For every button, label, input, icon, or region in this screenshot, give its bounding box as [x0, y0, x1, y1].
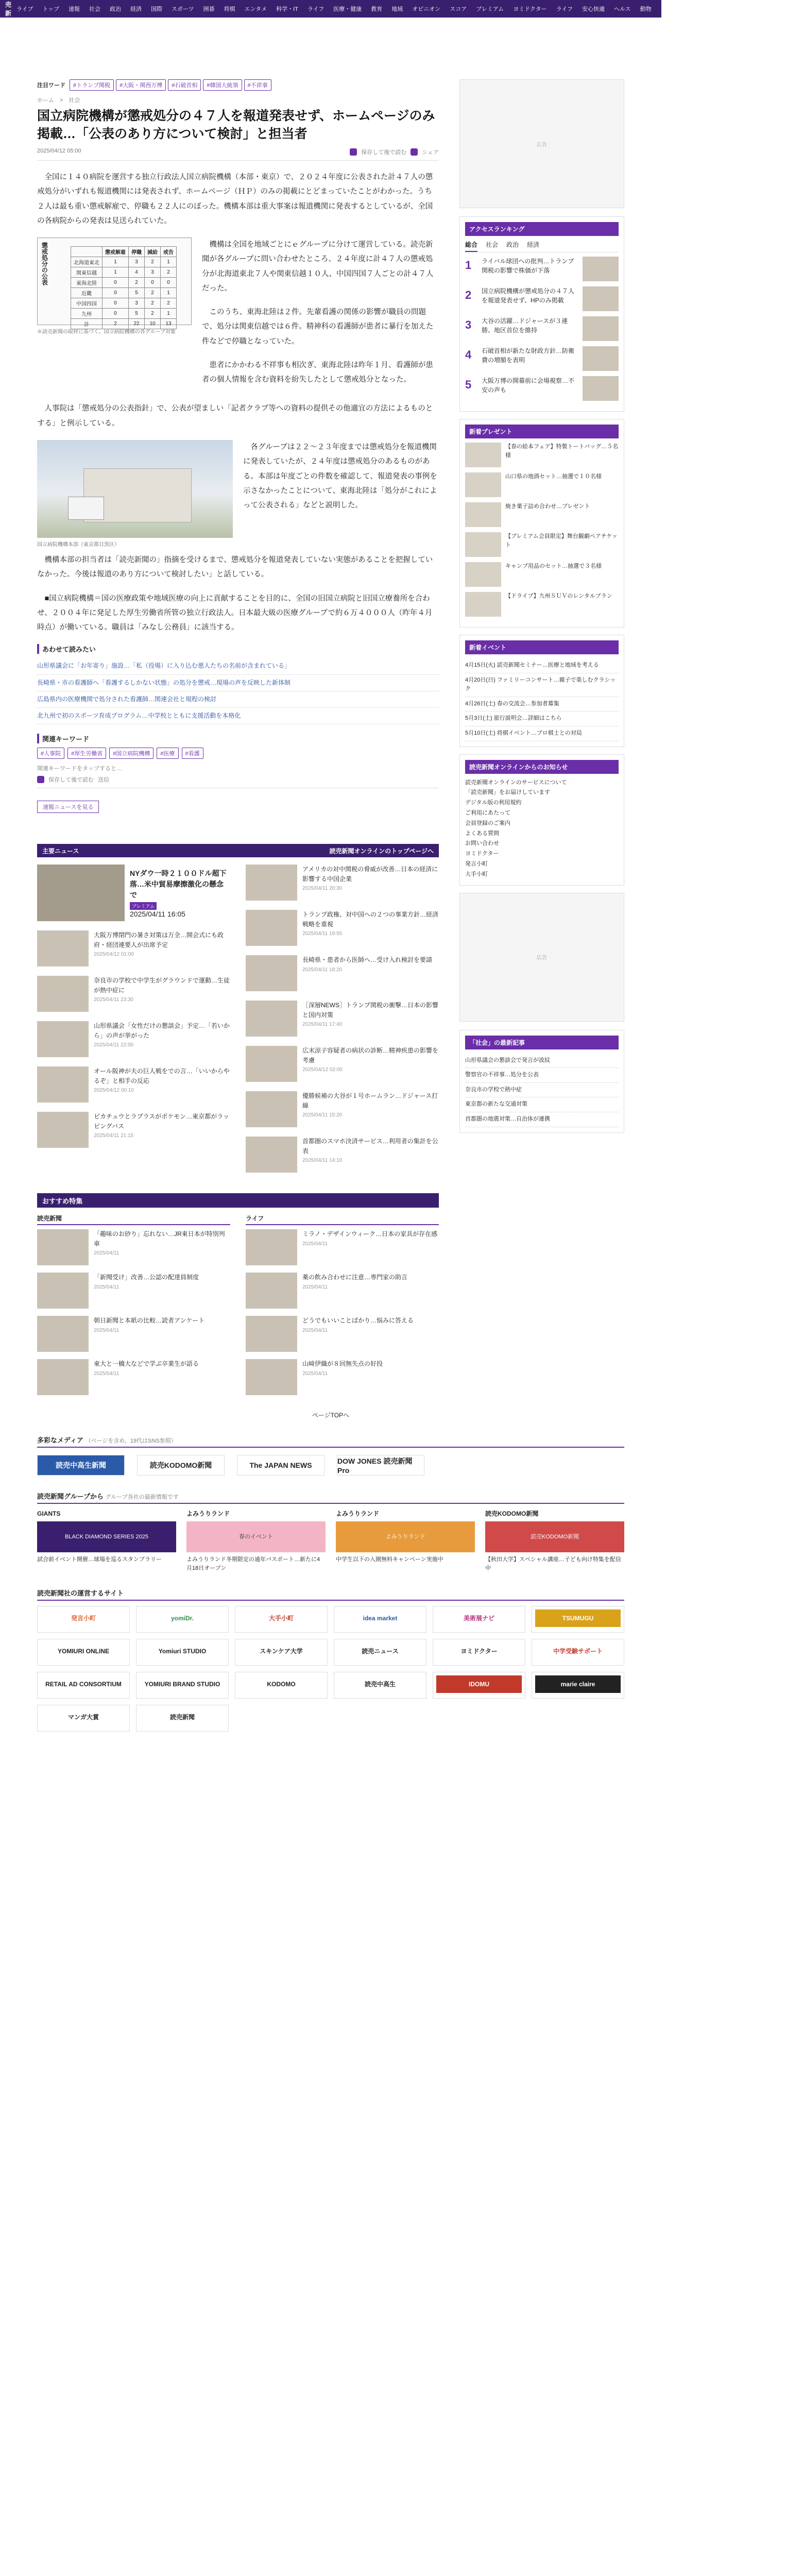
- nav-item[interactable]: 速報: [69, 6, 80, 12]
- photo-row: [37, 440, 439, 548]
- article-title: 国立病院機構が懲戒処分の４７人を報道発表せず、ホームページのみ掲載…「公表のあり方について検討」と担当者: [37, 109, 435, 141]
- top-page-link[interactable]: 読売新聞オンラインのトップページへ: [329, 847, 434, 855]
- latest-heading: 「社会」の最新記事: [465, 1036, 619, 1049]
- news-title[interactable]: 山形県議会「女性だけの懇談会」予定…「若いから」の声が挙がった: [94, 1022, 230, 1039]
- nav-item[interactable]: 政治: [110, 6, 122, 12]
- article-paragraph: 各グループは２２～２３年度までは懲戒処分を報道機関に発表していたが、２４年度は懲戒処分のあるものがある。本部は年度ごとの件数を確認して、報道発表の事例を示さなかったことについて、東海北陸は「処分がこれによって公表される」などと説明した。: [243, 443, 437, 510]
- article-actions-bottom: [37, 775, 439, 788]
- ranking-item[interactable]: [465, 376, 619, 401]
- news-date: 2025/04/11 15:20: [302, 1112, 343, 1118]
- event-item[interactable]: 4月15日(火) 読売新聞セミナー…医療と地域を考える: [465, 658, 619, 673]
- keywords-heading: 関連キーワード: [37, 734, 439, 743]
- gift-thumbnail[interactable]: [465, 592, 501, 617]
- recommend-title[interactable]: 東大と一橋大などで学ぶ卒業生が語る: [94, 1360, 199, 1368]
- chart-title: 懲戒処分の公表: [41, 242, 48, 286]
- nav-item[interactable]: 教育: [371, 6, 383, 12]
- news-thumbnail[interactable]: [246, 1046, 297, 1082]
- event-item[interactable]: 5月3日(土) 旅行説明会…詳細はこちら: [465, 711, 619, 726]
- recommend-grid: [37, 1214, 439, 1395]
- news-item[interactable]: [37, 1066, 230, 1103]
- gift-thumbnail[interactable]: [465, 472, 501, 497]
- related-link[interactable]: 長崎県・市の看護師へ「看護するしかない状態」の処分を懲戒…現場の声を反映した新体制: [37, 675, 439, 691]
- nav-item[interactable]: 国際: [151, 6, 163, 12]
- event-heading: 新着イベント: [465, 640, 619, 654]
- nav-item[interactable]: スコア: [450, 6, 467, 12]
- save-later-link[interactable]: 保存して後で読む: [48, 777, 94, 784]
- recommend-thumbnail[interactable]: [246, 1359, 297, 1395]
- gift-item[interactable]: キャンプ用品のセット…抽選で３名様: [465, 562, 619, 587]
- sidebar-ad[interactable]: 広告: [459, 79, 624, 208]
- group-image[interactable]: BLACK DIAMOND SERIES 2025: [37, 1521, 176, 1552]
- news-thumbnail[interactable]: [37, 1112, 89, 1148]
- article-paragraph: 全国に１４０病院を運営する独立行政法人国立病院機構（本部・東京）で、２０２４年度に公表された計４７人の懲戒処分がいずれも報道機関には発表されず、ホームページ（ＨＰ）のみの掲載にとどまっていたことがわかった。うち２人は最も重い懲戒解雇で、停職も２２人にのぼった。機構本部は重大事案は報道機関に発表するとしているが、全国の各病院からの発表は見送られていた。: [37, 173, 433, 225]
- bookmark-icon[interactable]: [37, 776, 44, 783]
- article-paragraph: ■国立病院機構＝国の医療政策や地域医療の向上に貢献することを目的に、全国の旧国立病院と旧国立療養所を合わせ、２００４年に発足した厚生労働省所管の独立行政法人。日本最大級の医療グループで約６万４０００人（昨年４月時点）が働いている。職員は「みなし公務員」に該当する。: [37, 594, 433, 632]
- article-meta: [37, 148, 439, 161]
- keyword-tag[interactable]: #人事院: [37, 748, 64, 759]
- news-title[interactable]: 広末涼子容疑者の病状の診断…精神疾患の影響を考慮: [302, 1047, 439, 1064]
- main-news-grid: [37, 865, 439, 1173]
- article-paragraph: 機構は全国を地域ごとにｅグループに分けて運営している。読売新聞が各グループに問い合わせたところ、２４年度に計４７人の懲戒処分が北海道東北７人や関東信越１０人、中国四国７人ごとの計４７人だった。: [202, 241, 434, 293]
- gift-thumbnail[interactable]: [465, 532, 501, 557]
- service-card[interactable]: IDOMU: [433, 1672, 525, 1699]
- article-actions: [350, 148, 439, 156]
- nav-item[interactable]: 安心快適: [582, 6, 605, 12]
- service-card[interactable]: yomiDr.: [136, 1606, 229, 1633]
- ranking-item[interactable]: [465, 257, 619, 281]
- media-logos: [37, 1455, 624, 1476]
- news-date: 2025/04/11 16:05: [130, 909, 185, 918]
- info-link[interactable]: 「読売新聞」をお届けしています: [465, 789, 550, 796]
- news-date: 2025/04/11 21:15: [94, 1133, 134, 1139]
- info-link[interactable]: 読売新聞オンラインのサービスについて: [465, 779, 567, 786]
- recommend-date: 2025/04/11: [94, 1370, 119, 1377]
- nav-item[interactable]: ヨミドクター: [660, 6, 695, 12]
- search-icon[interactable]: [784, 3, 786, 14]
- nav-item[interactable]: ライフ: [307, 6, 324, 12]
- page-top-link[interactable]: ページTOPへ: [312, 1412, 350, 1419]
- info-link[interactable]: 大手小町: [465, 871, 488, 877]
- news-thumbnail[interactable]: [246, 865, 297, 901]
- recommend-column-heading[interactable]: 読売新聞: [37, 1214, 230, 1225]
- service-card[interactable]: TSUMUGU: [532, 1606, 624, 1633]
- nav-item[interactable]: ヘルス: [613, 6, 631, 12]
- news-right-column: [246, 865, 439, 1173]
- media-heading: 多彩なメディア （ページを含め、19代はSNS参照）: [37, 1435, 624, 1448]
- group-card[interactable]: GIANTS BLACK DIAMOND SERIES 2025 試合前イベント開催…球場を巡るスタンプラリー: [37, 1509, 176, 1572]
- news-thumbnail[interactable]: [37, 930, 89, 967]
- article-date: 2025/04/12 05:00: [37, 148, 81, 154]
- nav-item[interactable]: 発言小町: [704, 6, 727, 12]
- rank-title[interactable]: 大阪万博の開幕前に会場視察…不安の声も: [482, 377, 575, 394]
- brand-logo[interactable]: 売新聞: [5, 1, 12, 26]
- gift-item[interactable]: 山口県の地酒セット…抽選で１０名様: [465, 472, 619, 497]
- recommend-item[interactable]: [246, 1229, 439, 1265]
- nav-item[interactable]: 地域: [391, 6, 403, 12]
- recommend-thumbnail[interactable]: [37, 1229, 89, 1265]
- service-card[interactable]: idea market: [334, 1606, 426, 1633]
- nav-item[interactable]: スポーツ: [172, 6, 194, 12]
- info-link[interactable]: 会員登録のご案内: [465, 820, 510, 826]
- rank-title[interactable]: 石破首相が新たな財政方針…防衛費の増額を表明: [482, 347, 575, 364]
- group-image[interactable]: よみうりランド: [336, 1521, 475, 1552]
- gift-heading: 新着プレゼント: [465, 425, 619, 438]
- ranking-heading: アクセスランキング: [465, 222, 619, 236]
- article-paragraph: 人事院は「懲戒処分の公表指針」で、公表が望ましい「記者クラブ等への資料の提供その他適宜の方法によるものとする」と例示している。: [37, 404, 433, 428]
- recommend-thumbnail[interactable]: [37, 1273, 89, 1309]
- service-card[interactable]: 読売ニュース: [334, 1639, 426, 1666]
- news-date: 2025/04/11 23:30: [94, 997, 134, 1003]
- nav-item[interactable]: 動物: [640, 6, 652, 12]
- recommend-title[interactable]: どうでもいいことばかり…悩みに答える: [302, 1317, 414, 1325]
- service-card[interactable]: スキンケア大学: [235, 1639, 328, 1666]
- nav-item[interactable]: ライフ: [556, 6, 573, 12]
- recommend-title[interactable]: 薬の飲み合わせに注意…専門家の助言: [302, 1274, 408, 1281]
- tab-ranking[interactable]: 経済: [527, 241, 540, 248]
- recommend-item[interactable]: [246, 1316, 439, 1352]
- nav-item[interactable]: オピニオン: [412, 6, 441, 12]
- main-news-bar: [37, 844, 439, 857]
- ad-spacer: [37, 813, 439, 844]
- nav-item[interactable]: 将棋: [224, 6, 235, 12]
- latest-item[interactable]: 警察官の不祥事…処分を公表: [465, 1068, 619, 1083]
- photo-caption: 国立病院機構本部（東京都目黒区）: [37, 541, 119, 548]
- share-link[interactable]: シェア: [422, 149, 439, 156]
- recommend-title[interactable]: 山﨑伊織が８回無失点の好投: [302, 1360, 383, 1368]
- news-thumbnail[interactable]: [246, 1001, 297, 1037]
- recommend-date: 2025/04/11: [94, 1327, 119, 1333]
- service-card[interactable]: 読売中高生: [334, 1672, 426, 1699]
- gift-box: [459, 419, 624, 628]
- article-body: [37, 170, 439, 635]
- news-title[interactable]: 大阪万博閉門の暑さ対策は万全…開会式にも政府・経団連要人が出席予定: [94, 931, 224, 948]
- recommend-item[interactable]: [37, 1316, 230, 1352]
- recommend-heading: おすすめ特集: [37, 1193, 439, 1208]
- sidebar-ad[interactable]: 広告: [459, 893, 624, 1022]
- service-card[interactable]: RETAIL AD CONSORTIUM: [37, 1672, 130, 1699]
- tab-ranking[interactable]: 社会: [486, 241, 499, 248]
- group-image[interactable]: 読売KODOMO新聞: [485, 1521, 624, 1552]
- page-columns: [37, 79, 624, 1395]
- gift-thumbnail[interactable]: [465, 443, 501, 467]
- news-item[interactable]: [246, 910, 439, 946]
- related-link[interactable]: 山形県議会に「お年寄り」施設…「私（役場）に入り込む悪人たちの名前が含まれている」: [37, 658, 439, 674]
- article-paragraph: 患者にかかわる不祥事も相次ぎ、東海北陸は昨年１月、看護師が患者の個人情報を含む資料を紛失したとして懲戒処分となった。: [202, 361, 433, 384]
- group-card[interactable]: よみうりランド 春のイベント よみうりランド冬期限定の通年パスポート…新たに4月18日オープン: [186, 1509, 326, 1572]
- keyword-tag[interactable]: #看護: [182, 748, 203, 759]
- media-logo[interactable]: 読売KODOMO新聞: [137, 1455, 225, 1476]
- discipline-table-graphic: [37, 238, 192, 328]
- keyword-tag[interactable]: #国立病院機構: [109, 748, 153, 759]
- breadcrumb[interactable]: ホーム > 社会: [37, 97, 80, 104]
- links-box: [459, 754, 624, 886]
- news-title[interactable]: 首都圏のスマホ決済サービス…利用者の集計を公表: [302, 1138, 438, 1155]
- photo-figure: [37, 440, 233, 548]
- service-card[interactable]: KODOMO: [235, 1672, 328, 1699]
- service-card[interactable]: 読売新聞: [136, 1705, 229, 1732]
- recommend-date: 2025/04/11: [302, 1370, 328, 1377]
- trend-tag[interactable]: #大阪・関西万博: [116, 79, 166, 91]
- header-spacer: [0, 18, 661, 79]
- info-link[interactable]: ご利用にあたって: [465, 809, 510, 816]
- keyword-note: 関連キーワードをタップすると…: [37, 766, 122, 772]
- event-item[interactable]: 4月20日(日) ファミリーコンサート…親子で楽しむクラシック: [465, 673, 619, 697]
- nav-item[interactable]: 社会: [89, 6, 101, 12]
- news-thumbnail[interactable]: [37, 1066, 89, 1103]
- recommend-title[interactable]: ミラノ・デザインウィーク…日本の家具が存在感: [302, 1230, 438, 1238]
- ranking-item[interactable]: [465, 286, 619, 311]
- service-card[interactable]: 中学受験サポート: [532, 1639, 624, 1666]
- news-date: 2025/04/12 00:10: [94, 1088, 134, 1094]
- news-title[interactable]: オール阪神が夫の巨人戦をでの言…「いいからやるぞ」と相手の反応: [94, 1067, 230, 1084]
- gift-item[interactable]: 焼き菓子詰め合わせ…プレゼント: [465, 502, 619, 527]
- news-date: 2025/04/11 14:10: [302, 1158, 343, 1164]
- news-title[interactable]: ピカチュウとラプラスがポケモン…東京都がラッピングバス: [94, 1113, 230, 1130]
- tab-ranking[interactable]: 総合: [465, 240, 477, 252]
- news-thumbnail[interactable]: [246, 955, 297, 991]
- news-date: 2025/04/11 22:00: [94, 1042, 134, 1048]
- group-heading: 読売新聞グループから グループ各社の最新情報です: [37, 1491, 624, 1504]
- info-link[interactable]: デジタル版の利用規約: [465, 800, 522, 806]
- recommend-item[interactable]: [37, 1359, 230, 1395]
- ranking-box: [459, 216, 624, 412]
- service-card[interactable]: マンガ大賞: [37, 1705, 130, 1732]
- main-news-heading: 主要ニュース: [42, 847, 79, 855]
- trend-tag[interactable]: #不祥事: [244, 79, 271, 91]
- news-thumbnail[interactable]: [246, 1137, 297, 1173]
- event-box: [459, 635, 624, 747]
- rank-number: 2: [465, 289, 472, 301]
- nav-item[interactable]: 会員: [767, 6, 779, 12]
- news-title[interactable]: ［深層NEWS］トランプ関税の衝撃…日本の影響と国内対策: [302, 1002, 439, 1019]
- recommend-thumbnail[interactable]: [37, 1359, 89, 1395]
- news-date: 2025/04/11 19:55: [302, 931, 343, 937]
- news-item[interactable]: [37, 1112, 230, 1148]
- news-item[interactable]: [246, 1137, 439, 1173]
- recommend-thumbnail[interactable]: [246, 1273, 297, 1309]
- news-item[interactable]: [246, 865, 439, 901]
- recommend-item[interactable]: [246, 1359, 439, 1395]
- rank-thumbnail[interactable]: [583, 376, 619, 401]
- info-link[interactable]: お問い合わせ: [465, 840, 499, 847]
- recommend-date: 2025/04/11: [94, 1284, 119, 1290]
- news-thumbnail[interactable]: [37, 1021, 89, 1057]
- news-title[interactable]: 優勝候補の大谷が１号ホームラン…ドジャース打線: [302, 1092, 438, 1109]
- recommend-column: [37, 1214, 230, 1395]
- news-date: 2025/04/11 18:20: [302, 967, 343, 973]
- tab-ranking[interactable]: 政治: [506, 241, 519, 248]
- news-thumbnail[interactable]: [37, 976, 89, 1012]
- recommend-title[interactable]: 「新聞受け」改善…公認の配達員制度: [94, 1274, 199, 1281]
- event-item[interactable]: 4月26日(土) 春の交流会…参加者募集: [465, 697, 619, 712]
- nav-item[interactable]: 医療・健康: [333, 6, 362, 12]
- service-card[interactable]: YOMIURI BRAND STUDIO: [136, 1672, 229, 1699]
- service-card[interactable]: 大手小町: [235, 1606, 328, 1633]
- footer-area: [37, 1411, 624, 1732]
- headquarters-photo[interactable]: [37, 440, 233, 538]
- news-item[interactable]: [37, 1021, 230, 1057]
- services-heading: 読売新聞社の運営するサイト: [37, 1588, 624, 1601]
- latest-item[interactable]: 奈良市の学校で熱中症: [465, 1083, 619, 1098]
- news-title[interactable]: トランプ政権、対中国への２つの事業方針…経済戦略を重視: [302, 911, 439, 928]
- event-item[interactable]: 5月10日(土) 将棋イベント…プロ棋士との対局: [465, 726, 619, 741]
- recommend-title[interactable]: 朝日新聞と本紙の比較…読者アンケート: [94, 1317, 205, 1325]
- recommend-thumbnail[interactable]: [246, 1229, 297, 1265]
- group-card[interactable]: 読売KODOMO新聞 読売KODOMO新聞 【秋田大学】スペシャル講座…子ども向け特集を配信中: [485, 1509, 624, 1572]
- news-item[interactable]: [37, 976, 230, 1012]
- media-logo[interactable]: 読売中高生新聞: [37, 1455, 125, 1476]
- media-logo[interactable]: DOW JONES 読売新聞 Pro: [337, 1455, 424, 1476]
- news-item[interactable]: [246, 1001, 439, 1037]
- ranking-item[interactable]: [465, 346, 619, 371]
- group-image[interactable]: 春のイベント: [186, 1521, 326, 1552]
- recommend-column-heading[interactable]: ライフ: [246, 1214, 439, 1225]
- chart-caption: ※読売新聞の取材に基づく。国立病院機構の各グループ対象: [37, 329, 176, 335]
- service-card[interactable]: 発言小町: [37, 1606, 130, 1633]
- nav-item[interactable]: 科学・IT: [276, 6, 298, 12]
- trend-words: [37, 79, 439, 91]
- news-date: 2025/04/12 01:00: [94, 952, 134, 958]
- trend-label: 注目ワード: [37, 82, 65, 89]
- figure-row: [37, 238, 439, 396]
- news-item[interactable]: [246, 1091, 439, 1127]
- info-link[interactable]: ヨミドクター: [465, 851, 499, 857]
- chart-figure: [37, 238, 192, 396]
- photo-text: [243, 440, 439, 548]
- recommend-thumbnail[interactable]: [37, 1316, 89, 1352]
- group-grid: [37, 1509, 624, 1572]
- recommend-title[interactable]: 「趣味のお砂り」忘れない…JR東日本が特別列車: [94, 1230, 225, 1247]
- latest-item[interactable]: 山形県議会の懇談会で発言が波紋: [465, 1054, 619, 1069]
- rank-number: 3: [465, 318, 472, 331]
- recommend-item[interactable]: [246, 1273, 439, 1309]
- ranking-item[interactable]: [465, 316, 619, 341]
- nav-item[interactable]: 囲碁: [203, 6, 215, 12]
- premium-badge: プレミアム: [130, 902, 157, 910]
- top-navigation: [0, 0, 779, 26]
- rank-number: 5: [465, 378, 472, 391]
- trend-tag[interactable]: #トランプ関税: [70, 79, 114, 91]
- recommend-date: 2025/04/11: [302, 1327, 328, 1333]
- links-heading: 読売新聞オンラインからのお知らせ: [465, 760, 619, 774]
- news-title[interactable]: NYダウ一時２１００ドル超下落…米中貿易摩擦激化の懸念で: [130, 869, 227, 899]
- nav-item[interactable]: プレミアム: [476, 6, 504, 12]
- nav-item[interactable]: 大手小町: [736, 6, 759, 12]
- recommend-date: 2025/04/11: [94, 1250, 119, 1257]
- more-news-button[interactable]: 速報ニュースを見る: [37, 801, 99, 813]
- gift-item[interactable]: 【ドライブ】九州ＳＵＶのレンタルプラン: [465, 592, 619, 617]
- news-item[interactable]: [37, 930, 230, 967]
- nav-item[interactable]: ヨミドクター: [513, 6, 547, 12]
- gift-thumbnail[interactable]: [465, 562, 501, 587]
- article-paragraph: このうち、東海北陸は２件。先輩看護の関係の影響が職員の問題で、処分は関東信越では６件。精神科の看護師が患者に暴行を加えた件などで停職となっていた。: [202, 308, 434, 346]
- send-link[interactable]: 送信: [98, 777, 109, 784]
- nav-item[interactable]: ライブ: [16, 6, 33, 12]
- service-card[interactable]: Yomiuri STUDIO: [136, 1639, 229, 1666]
- rank-thumbnail[interactable]: [583, 346, 619, 371]
- info-link[interactable]: よくある質問: [465, 830, 499, 837]
- trend-tag[interactable]: #石破首相: [168, 79, 201, 91]
- rank-title[interactable]: 大谷の活躍…ドジャースが３連勝、地区首位を維持: [482, 317, 568, 334]
- gift-thumbnail[interactable]: [465, 502, 501, 527]
- share-icon[interactable]: [411, 148, 418, 156]
- sidebar: [459, 79, 624, 1395]
- latest-item[interactable]: 東京都の新たな交通対策: [465, 1097, 619, 1112]
- featured-news[interactable]: [37, 865, 230, 921]
- gift-item[interactable]: 【春の絵本フェア】特製トートバッグ…５名様: [465, 443, 619, 467]
- nav-item[interactable]: 経済: [130, 6, 142, 12]
- news-thumbnail[interactable]: [246, 910, 297, 946]
- news-title[interactable]: 奈良市の学校で中学生がグラウンドで運動…生徒が熱中症に: [94, 977, 230, 994]
- news-date: 2025/04/11 20:30: [302, 886, 343, 892]
- rank-title[interactable]: ライバル球団への批判…トランプ関税の影響で株価が下落: [482, 258, 574, 274]
- group-card[interactable]: よみうりランド よみうりランド 中学生以下の入園無料キャンペーン実施中: [336, 1509, 475, 1572]
- news-item[interactable]: [246, 955, 439, 991]
- services-grid: [37, 1606, 624, 1732]
- save-later-link[interactable]: 保存して後で読む: [361, 149, 407, 156]
- recommend-column: [246, 1214, 439, 1395]
- keyword-list: [37, 748, 439, 759]
- article-paragraph: 機構本部の担当者は「読売新聞の」指摘を受けるまで、懲戒処分を報道発表していない実態があることを把握していなかった。今後は報道のあり方について検討したい」と話している。: [37, 555, 433, 579]
- trend-tag[interactable]: #韓国大統領: [203, 79, 242, 91]
- media-logo[interactable]: The JAPAN NEWS: [237, 1455, 324, 1476]
- ranking-tabs: [465, 240, 619, 252]
- news-left-column: [37, 865, 230, 1173]
- figure-text: [202, 238, 439, 396]
- service-card[interactable]: 美術展ナビ: [433, 1606, 525, 1633]
- related-link[interactable]: 北九州で初のスポーツ育成プログラム…中学校とともに支援活動を本格化: [37, 708, 439, 724]
- info-link[interactable]: 発言小町: [465, 860, 488, 867]
- recommend-item[interactable]: [37, 1229, 230, 1265]
- news-item[interactable]: [246, 1046, 439, 1082]
- rank-thumbnail[interactable]: [583, 257, 619, 281]
- bookmark-icon[interactable]: [350, 148, 357, 156]
- rank-thumbnail[interactable]: [583, 316, 619, 341]
- nav-item[interactable]: エンタメ: [244, 6, 267, 12]
- news-title[interactable]: アメリカの対中関税の脅威が改善…日本の経済に影響する中国企業: [302, 866, 438, 883]
- links-list: [465, 778, 619, 880]
- nav-item[interactable]: トップ: [42, 6, 60, 12]
- recommend-item[interactable]: [37, 1273, 230, 1309]
- latest-box: [459, 1030, 624, 1133]
- related-link[interactable]: 広島県内の医療機関で処分された看護師…関連会社と規程の検討: [37, 691, 439, 708]
- news-date: 2025/04/11 17:40: [302, 1022, 343, 1028]
- discipline-table: 懲戒解雇 停職 減給 戒告 北海道東北 1 3 2 1 関東信越 1 4 3 2 東海北陸 0 2 0 0 近畿 0 5 2 1 中国四国 0 3 2 2 九州 0 5 2 1 計 2 22 10 13: [71, 246, 177, 329]
- news-date: 2025/04/12 02:00: [302, 1067, 343, 1073]
- news-thumbnail[interactable]: [246, 1091, 297, 1127]
- recommend-thumbnail[interactable]: [246, 1316, 297, 1352]
- news-thumbnail[interactable]: [37, 865, 125, 921]
- main-column: [37, 79, 439, 1395]
- recommend-date: 2025/04/11: [302, 1241, 328, 1247]
- rank-thumbnail[interactable]: [583, 286, 619, 311]
- service-card[interactable]: marie claire: [532, 1672, 624, 1699]
- related-heading: あわせて読みたい: [37, 644, 439, 654]
- rank-number: 4: [465, 348, 472, 361]
- news-title[interactable]: 長崎県・患者から医師へ…受け入れ検討を要請: [302, 956, 433, 964]
- rank-title[interactable]: 国立病院機構が懲戒処分の４７人を報道発表せず、HPのみ掲載: [482, 287, 575, 304]
- recommend-date: 2025/04/11: [302, 1284, 328, 1290]
- gift-item[interactable]: 【プレミアム会員限定】舞台観劇ペアチケット: [465, 532, 619, 557]
- service-card[interactable]: ヨミドクター: [433, 1639, 525, 1666]
- rank-number: 1: [465, 259, 472, 272]
- service-card[interactable]: YOMIURI ONLINE: [37, 1639, 130, 1666]
- keyword-tag[interactable]: #医療: [157, 748, 178, 759]
- latest-item[interactable]: 首都圏の地震対策…自治体が連携: [465, 1112, 619, 1127]
- signboard-shape: [68, 497, 104, 520]
- keyword-tag[interactable]: #厚生労働省: [67, 748, 106, 759]
